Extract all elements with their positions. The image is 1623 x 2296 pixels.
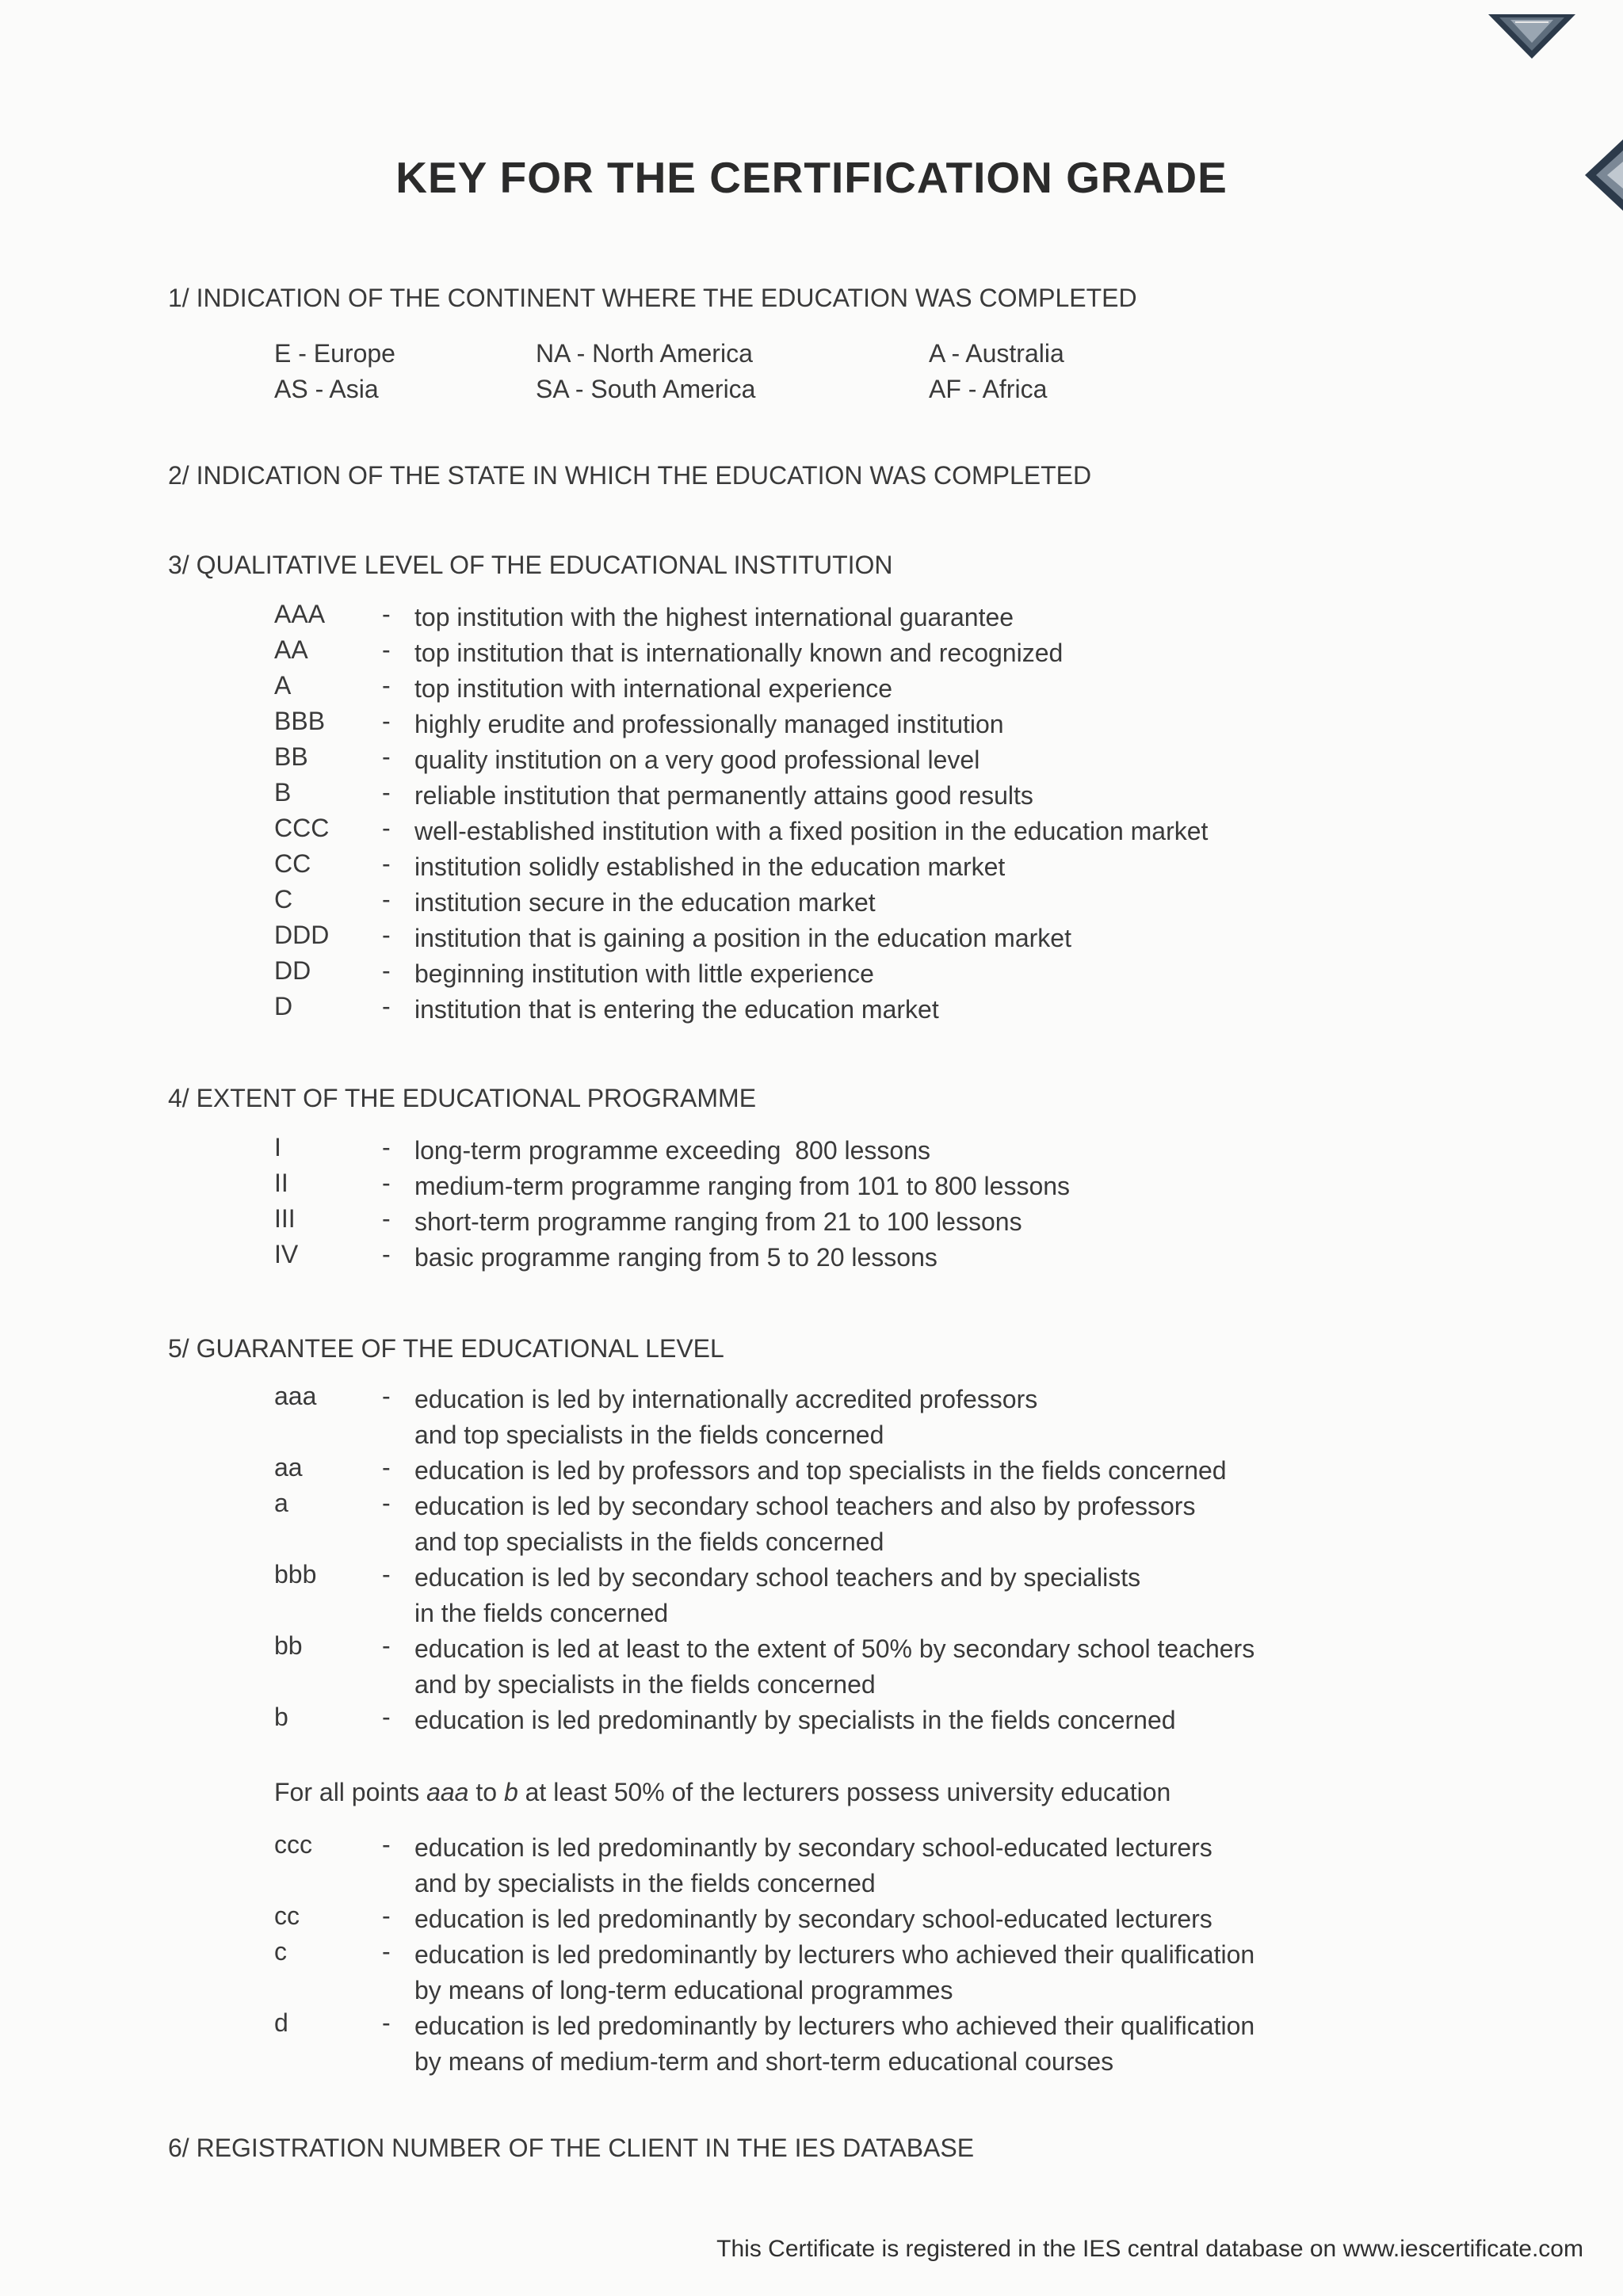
seal-corner-emblem xyxy=(1488,11,1575,60)
item-code: aa xyxy=(274,1453,303,1482)
item-dash: - xyxy=(382,671,391,700)
item-description: education is led by internationally accredited professors and top specialists in the fields concerned xyxy=(414,1385,1038,1449)
continent-australia: A - Australia xyxy=(929,339,1064,368)
item-code: CCC xyxy=(274,814,330,842)
item-dash: - xyxy=(382,921,391,949)
footer-registration-note: This Certificate is registered in the IES central database on www.iescertificate.com xyxy=(716,2236,1583,2262)
item-code: II xyxy=(274,1169,288,1197)
item-dash: - xyxy=(382,600,391,628)
item-description: education is led predominantly by lecturers who achieved their qualification by means of long-term educational programmes xyxy=(414,1940,1255,2004)
item-description: education is led predominantly by lecturers who achieved their qualification by means of medium-term and short-term educational courses xyxy=(414,2012,1255,2076)
item-description: beginning institution with little experience xyxy=(414,959,874,988)
item-description: education is led predominantly by secondary school-educated lecturers and by specialists in the fields concerned xyxy=(414,1833,1212,1897)
item-description: top institution with the highest international guarantee xyxy=(414,603,1014,631)
item-description: education is led by secondary school teachers and by specialists in the fields concerned xyxy=(414,1563,1141,1627)
item-dash: - xyxy=(382,992,391,1020)
item-description: education is led by secondary school teachers and also by professors and top specialists in the fields concerned xyxy=(414,1492,1196,1556)
item-code: aaa xyxy=(274,1382,317,1410)
item-code: CC xyxy=(274,849,311,878)
item-description: education is led predominantly by specialists in the fields concerned xyxy=(414,1706,1176,1734)
item-dash: - xyxy=(382,2008,391,2037)
item-dash: - xyxy=(382,885,391,913)
item-code: B xyxy=(274,778,292,807)
item-code: cc xyxy=(274,1901,300,1930)
item-description: reliable institution that permanently attains good results xyxy=(414,781,1033,810)
item-description: well-established institution with a fixed position in the education market xyxy=(414,817,1209,845)
item-code: c xyxy=(274,1937,287,1966)
item-dash: - xyxy=(382,778,391,807)
item-description: institution solidly established in the education market xyxy=(414,852,1006,881)
item-description: long-term programme exceeding 800 lessons xyxy=(414,1136,930,1165)
item-code: BB xyxy=(274,742,308,771)
continent-asia: AS - Asia xyxy=(274,375,379,403)
item-description: top institution that is internationally known and recognized xyxy=(414,639,1064,667)
item-code: DD xyxy=(274,956,311,985)
item-code: D xyxy=(274,992,293,1020)
item-code: b xyxy=(274,1703,288,1731)
section-5-heading: 5/ GUARANTEE OF THE EDUCATIONAL LEVEL xyxy=(168,1334,724,1363)
item-description: quality institution on a very good professional level xyxy=(414,746,980,774)
item-code: DDD xyxy=(274,921,330,949)
section-6-heading: 6/ REGISTRATION NUMBER OF THE CLIENT IN THE IES DATABASE xyxy=(168,2134,975,2162)
item-dash: - xyxy=(382,1133,391,1161)
continent-europe: E - Europe xyxy=(274,339,395,368)
item-description: medium-term programme ranging from 101 to 800 lessons xyxy=(414,1172,1071,1200)
item-dash: - xyxy=(382,1560,391,1589)
item-code: AA xyxy=(274,635,308,664)
item-description: top institution with international experience xyxy=(414,674,893,703)
item-description: short-term programme ranging from 21 to 100 lessons xyxy=(414,1207,1022,1236)
item-description: education is led predominantly by secondary school-educated lecturers xyxy=(414,1905,1212,1933)
item-dash: - xyxy=(382,1830,391,1859)
item-description: highly erudite and professionally managed institution xyxy=(414,710,1004,738)
item-dash: - xyxy=(382,956,391,985)
item-description: institution that is gaining a position in the education market xyxy=(414,924,1071,952)
item-code: A xyxy=(274,671,292,700)
item-dash: - xyxy=(382,1703,391,1731)
item-dash: - xyxy=(382,1453,391,1482)
item-dash: - xyxy=(382,1901,391,1930)
item-description: education is led by professors and top specialists in the fields concerned xyxy=(414,1456,1227,1485)
item-description: education is led at least to the extent of 50% by secondary school teachers and by specialists in the fields concerned xyxy=(414,1634,1255,1699)
item-description: institution that is entering the education market xyxy=(414,995,939,1024)
continent-africa: AF - Africa xyxy=(929,375,1048,403)
item-code: a xyxy=(274,1489,288,1517)
section-4-heading: 4/ EXTENT OF THE EDUCATIONAL PROGRAMME xyxy=(168,1084,757,1112)
item-description: institution secure in the education market xyxy=(414,888,876,917)
item-dash: - xyxy=(382,707,391,735)
continent-north-america: NA - North America xyxy=(536,339,753,368)
item-dash: - xyxy=(382,814,391,842)
section-2-heading: 2/ INDICATION OF THE STATE IN WHICH THE EDUCATION WAS COMPLETED xyxy=(168,461,1092,490)
item-description: basic programme ranging from 5 to 20 lessons xyxy=(414,1243,938,1272)
item-dash: - xyxy=(382,1382,391,1410)
item-dash: - xyxy=(382,1937,391,1966)
item-dash: - xyxy=(382,1204,391,1233)
section-3-heading: 3/ QUALITATIVE LEVEL OF THE EDUCATIONAL INSTITUTION xyxy=(168,551,893,579)
item-code: IV xyxy=(274,1240,299,1268)
page-title: KEY FOR THE CERTIFICATION GRADE xyxy=(395,153,1228,202)
item-dash: - xyxy=(382,1631,391,1660)
item-code: ccc xyxy=(274,1830,312,1859)
item-code: bbb xyxy=(274,1560,317,1589)
item-code: BBB xyxy=(274,707,326,735)
item-dash: - xyxy=(382,1489,391,1517)
section-1-heading: 1/ INDICATION OF THE CONTINENT WHERE THE EDUCATION WAS COMPLETED xyxy=(168,284,1137,312)
continent-south-america: SA - South America xyxy=(536,375,756,403)
item-dash: - xyxy=(382,849,391,878)
item-dash: - xyxy=(382,1169,391,1197)
item-code: bb xyxy=(274,1631,303,1660)
item-code: AAA xyxy=(274,600,326,628)
item-code: III xyxy=(274,1204,296,1233)
item-dash: - xyxy=(382,635,391,664)
item-code: I xyxy=(274,1133,281,1161)
guarantee-note: For all points aaa to b at least 50% of the lecturers possess university education xyxy=(274,1778,1171,1806)
item-dash: - xyxy=(382,742,391,771)
item-code: C xyxy=(274,885,293,913)
item-dash: - xyxy=(382,1240,391,1268)
item-code: d xyxy=(274,2008,288,2037)
